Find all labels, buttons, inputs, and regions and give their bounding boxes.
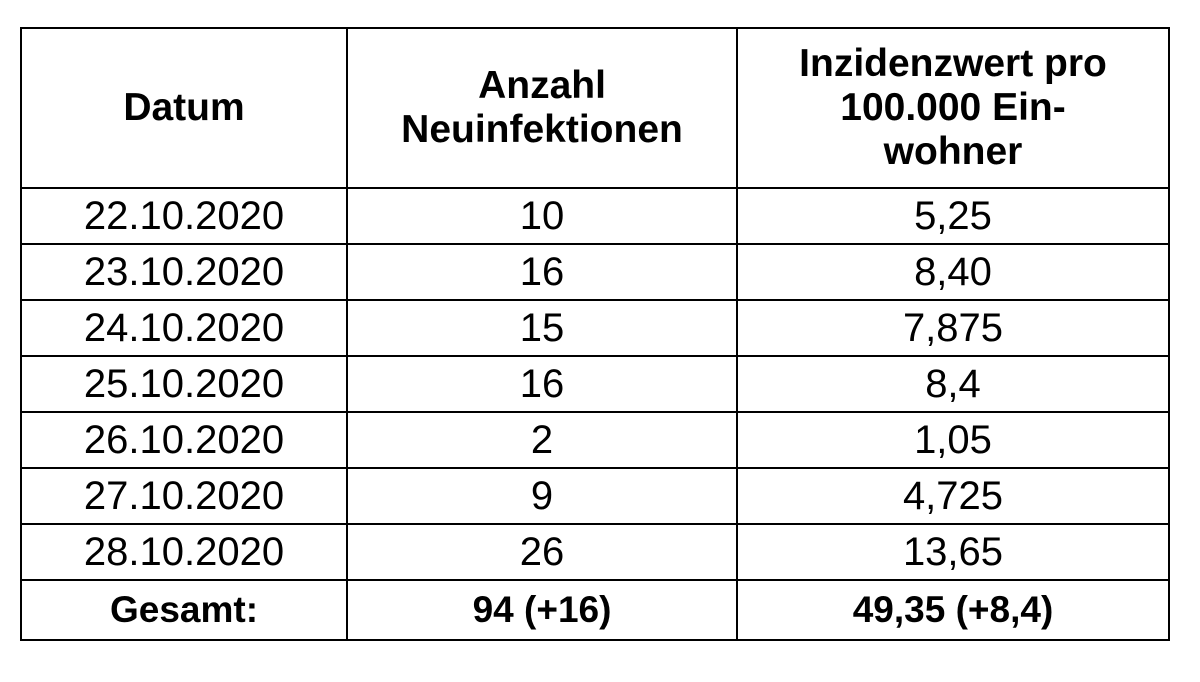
cell-inzidenzwert: 13,65: [737, 524, 1169, 580]
table-row: [21, 412, 1169, 468]
cell-inzidenzwert: 5,25: [737, 188, 1169, 244]
header-inzidenzwert: [737, 28, 1169, 188]
table-row: [21, 356, 1169, 412]
header-line: Neuinfektionen: [401, 108, 683, 151]
cell-neuinfektionen: 16: [347, 244, 737, 300]
table-header-row: [21, 28, 1169, 188]
incidence-table: [20, 27, 1170, 641]
cell-inzidenzwert: 8,40: [737, 244, 1169, 300]
cell-neuinfektionen: 26: [347, 524, 737, 580]
cell-datum: 25.10.2020: [21, 356, 347, 412]
total-label: Gesamt:: [21, 580, 347, 640]
cell-inzidenzwert: 1,05: [737, 412, 1169, 468]
header-line: Anzahl: [478, 64, 606, 107]
cell-neuinfektionen: 2: [347, 412, 737, 468]
table-row: [21, 524, 1169, 580]
incidence-table-container: [20, 27, 1168, 639]
cell-datum: 27.10.2020: [21, 468, 347, 524]
table-total-row: [21, 580, 1169, 640]
table-row: [21, 468, 1169, 524]
cell-neuinfektionen: 15: [347, 300, 737, 356]
cell-datum: 22.10.2020: [21, 188, 347, 244]
cell-datum: 28.10.2020: [21, 524, 347, 580]
cell-datum: 26.10.2020: [21, 412, 347, 468]
header-datum: [21, 28, 347, 188]
cell-neuinfektionen: 9: [347, 468, 737, 524]
header-line: Datum: [123, 86, 245, 129]
cell-inzidenzwert: 8,4: [737, 356, 1169, 412]
table-row: [21, 188, 1169, 244]
table-row: [21, 300, 1169, 356]
header-line: wohner: [883, 130, 1023, 173]
cell-datum: 23.10.2020: [21, 244, 347, 300]
header-line: 100.000 Ein-: [840, 86, 1066, 129]
total-neuinfektionen: 94 (+16): [347, 580, 737, 640]
header-anzahl-neuinfektionen: [347, 28, 737, 188]
total-inzidenzwert: 49,35 (+8,4): [737, 580, 1169, 640]
cell-inzidenzwert: 7,875: [737, 300, 1169, 356]
cell-inzidenzwert: 4,725: [737, 468, 1169, 524]
header-line: Inzidenzwert pro: [799, 42, 1107, 85]
table-row: [21, 244, 1169, 300]
cell-neuinfektionen: 16: [347, 356, 737, 412]
cell-neuinfektionen: 10: [347, 188, 737, 244]
cell-datum: 24.10.2020: [21, 300, 347, 356]
